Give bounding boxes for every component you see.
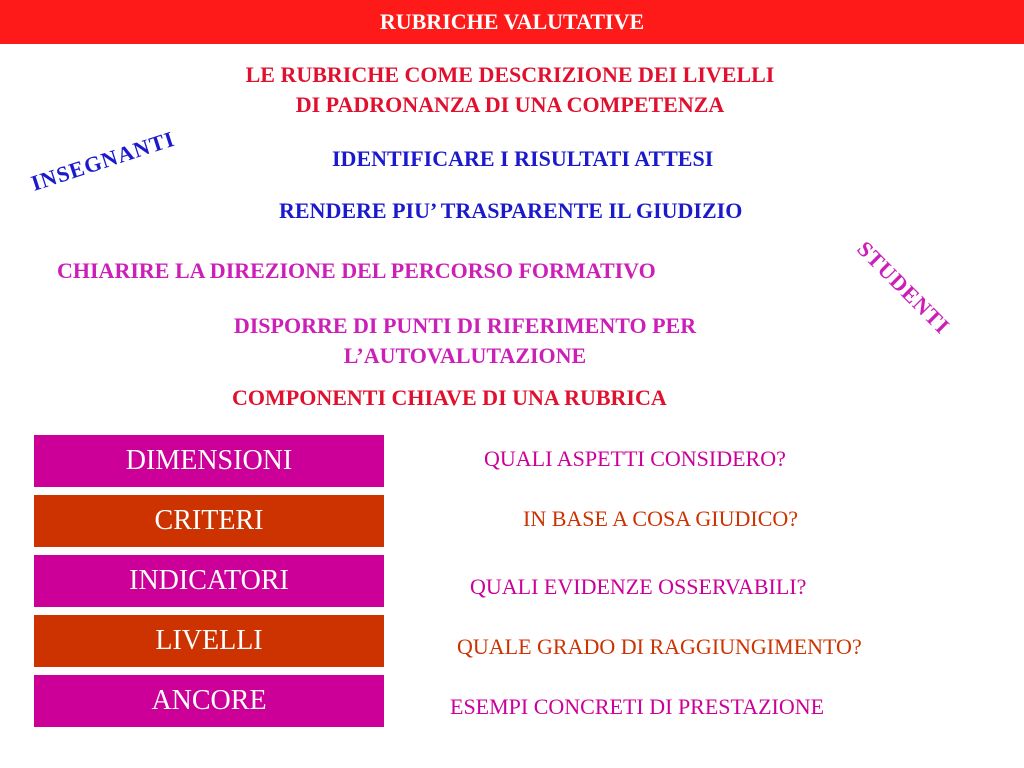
subtitle — [100, 60, 920, 120]
component-question-ancore: ESEMPI CONCRETI DI PRESTAZIONE — [450, 694, 825, 719]
goal-disporre-line-1: DISPORRE DI PUNTI DI RIFERIMENTO PER — [233, 313, 697, 338]
subtitle-line-2: DI PADRONANZA DI UNA COMPETENZA — [295, 92, 725, 117]
component-label: LIVELLI — [155, 625, 263, 656]
component-label: CRITERI — [154, 505, 264, 536]
component-question-criteri: IN BASE A COSA GIUDICO? — [523, 506, 799, 531]
page-title: RUBRICHE VALUTATIVE — [379, 9, 645, 34]
insegnanti-label: INSEGNANTI — [28, 125, 178, 196]
component-label: ANCORE — [151, 685, 267, 716]
component-box-dimensioni — [34, 435, 384, 487]
component-question-livelli: QUALE GRADO DI RAGGIUNGIMENTO? — [457, 634, 862, 659]
goal-rendere-trasparente: RENDERE PIU’ TRASPARENTE IL GIUDIZIO — [279, 198, 743, 223]
section-heading: COMPONENTI CHIAVE DI UNA RUBRICA — [232, 385, 667, 410]
component-box-indicatori — [34, 555, 384, 607]
component-label: INDICATORI — [129, 565, 289, 596]
component-box-livelli — [34, 615, 384, 667]
title-bar — [0, 0, 1024, 44]
goal-disporre-line-2: L’AUTOVALUTAZIONE — [343, 343, 587, 368]
studenti-label: STUDENTI — [852, 236, 956, 339]
component-question-dimensioni: QUALI ASPETTI CONSIDERO? — [484, 446, 786, 471]
goal-identificare: IDENTIFICARE I RISULTATI ATTESI — [332, 146, 714, 171]
goal-chiarire-direzione: CHIARIRE LA DIREZIONE DEL PERCORSO FORMATIVO — [57, 258, 656, 283]
component-question-indicatori: QUALI EVIDENZE OSSERVABILI? — [470, 574, 807, 599]
component-label: DIMENSIONI — [125, 445, 293, 476]
component-box-ancore — [34, 675, 384, 727]
subtitle-line-1: LE RUBRICHE COME DESCRIZIONE DEI LIVELLI — [245, 62, 775, 87]
component-box-criteri — [34, 495, 384, 547]
goal-disporre-riferimento — [150, 311, 780, 371]
